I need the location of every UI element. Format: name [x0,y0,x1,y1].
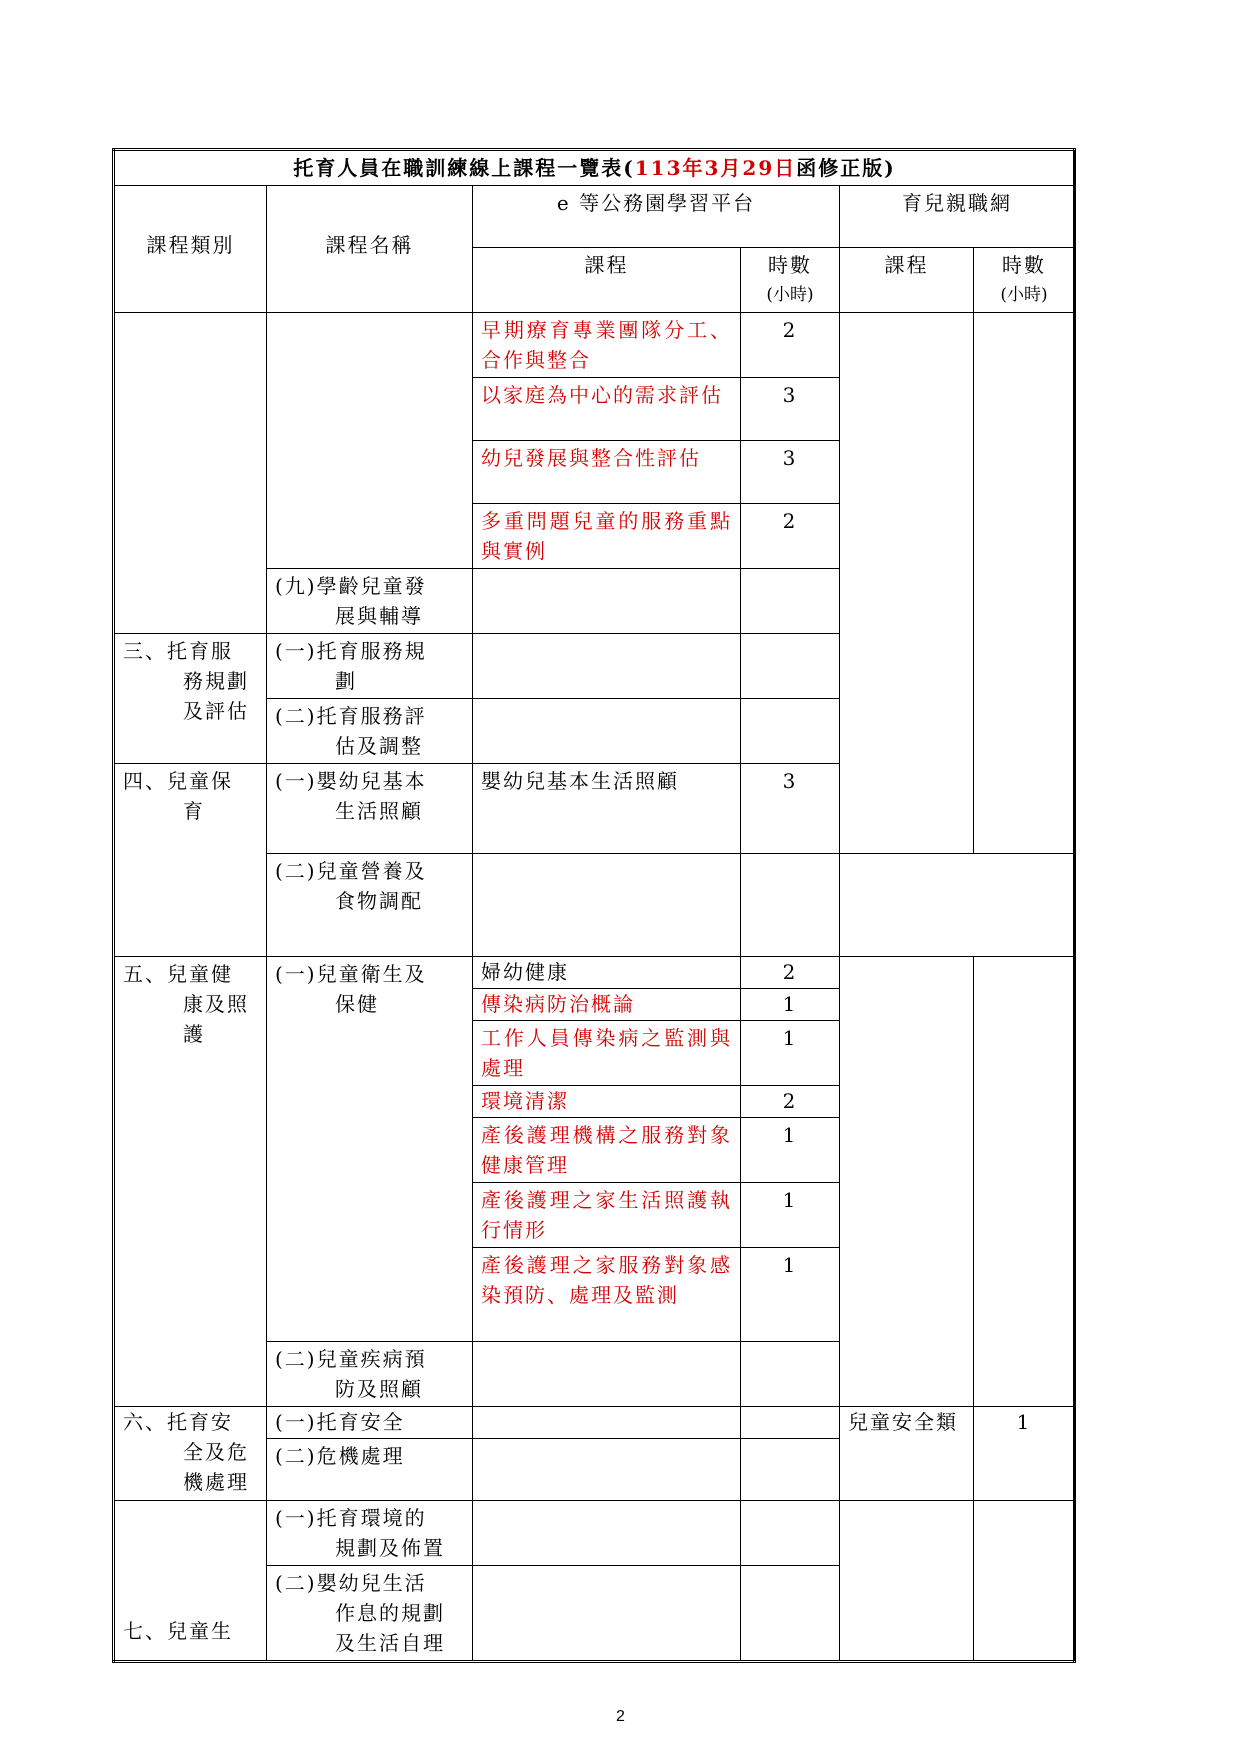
course-name-line: 及生活自理 [335,1631,445,1655]
course-name-cell [267,957,473,1342]
parenting-hours-cell [974,313,1075,854]
course-name-line: (二)兒童營養及 [275,858,427,883]
hours-cell: 2 [741,313,840,378]
category-line: 五、兒童健 [123,962,233,986]
course-name-line: (一)嬰幼兒基本 [275,769,427,793]
course-cell: 嬰幼兒基本生活照顧 [473,764,741,854]
course-cell: 環境清潔 [473,1086,741,1118]
parenting-hours-cell [974,1501,1075,1662]
header-y-hours [974,248,1075,313]
hours-cell-empty [741,569,840,634]
course-cell-empty [473,1439,741,1501]
parenting-course-cell [840,1501,974,1662]
hours-cell-empty [741,853,840,956]
hours-cell: 1 [741,1248,840,1342]
page-number: 2 [616,1708,625,1725]
category-cell-continued [114,313,267,634]
header-e-hours-unit: (小時) [766,285,814,305]
header-platform-parenting: 育兒親職網 [840,186,1075,248]
title-date: 113年3月29日 [634,156,797,180]
title-suffix: 函修正版) [796,156,896,180]
course-cell: 婦幼健康 [473,957,741,989]
course-cell-empty [473,1501,741,1566]
category-line: 及評估 [183,699,249,723]
hours-cell: 1 [741,1118,840,1183]
course-name-continued [267,313,473,569]
header-y-course: 課程 [840,248,974,313]
header-platform-e: e 等公務園學習平台 [473,186,840,248]
header-category: 課程類別 [114,186,267,313]
course-name-line: 食物調配 [335,888,423,913]
course-name-cell [267,634,473,699]
category-cell [114,957,267,1407]
course-name-line: (二)嬰幼兒生活 [275,1571,427,1595]
parenting-course-cell [840,957,974,1407]
title-prefix: 托育人員在職訓練線上課程一覽表( [293,156,635,180]
hours-cell: 2 [741,957,840,989]
course-cell: 以家庭為中心的需求評估 [473,378,741,441]
hours-cell: 2 [741,504,840,569]
category-line: 三、托育服 [123,639,233,663]
course-name-cell [267,764,473,854]
header-e-course: 課程 [473,248,741,313]
category-line: 護 [183,1022,205,1046]
course-cell-empty [473,1342,741,1407]
course-name-line: 展與輔導 [335,604,423,628]
category-line: 全及危 [183,1440,249,1464]
category-cell [114,764,267,957]
header-e-hours [741,248,840,313]
course-name-cell: (一)托育安全 [267,1407,473,1439]
course-cell-empty [473,1407,741,1439]
hours-cell: 3 [741,378,840,441]
course-name-line: (二)兒童疾病預 [275,1347,427,1371]
course-name-line: 防及照顧 [335,1377,423,1401]
hours-cell: 1 [741,989,840,1021]
course-cell: 多重問題兒童的服務重點與實例 [473,504,741,569]
category-line: 育 [183,799,205,823]
hours-cell: 1 [741,1183,840,1248]
course-name-cell [267,1501,473,1566]
hours-cell-empty [741,1439,840,1501]
parenting-hours-cell: 1 [974,1407,1075,1501]
parenting-course-cell: 兒童安全類 [840,1407,974,1501]
course-name-cell [267,699,473,764]
table-title [114,150,1075,186]
hours-cell-empty [741,1342,840,1407]
course-name-line: 作息的規劃 [335,1601,445,1625]
course-name-line: 估及調整 [335,734,423,758]
category-line: 四、兒童保 [123,769,233,793]
hours-cell-empty [741,634,840,699]
course-name-cell [267,853,473,956]
course-cell-empty [473,569,741,634]
category-line: 六、托育安 [123,1410,233,1434]
course-name-cell: (二)危機處理 [267,1439,473,1501]
course-name-line: (二)托育服務評 [275,704,427,728]
parenting-hours-cell [974,957,1075,1407]
course-cell: 傳染病防治概論 [473,989,741,1021]
category-cell [114,634,267,764]
category-line: 機處理 [183,1470,249,1494]
course-cell: 產後護理機構之服務對象健康管理 [473,1118,741,1183]
header-e-hours-label: 時數 [768,253,812,277]
course-cell: 幼兒發展與整合性評估 [473,441,741,504]
course-table [112,148,1076,1663]
hours-cell-empty [741,1566,840,1662]
course-name-cell [267,569,473,634]
course-cell: 工作人員傳染病之監測與處理 [473,1021,741,1086]
course-name-line: (九)學齡兒童發 [275,574,427,598]
hours-cell-empty [741,1407,840,1439]
hours-cell: 1 [741,1021,840,1086]
course-cell-empty [473,634,741,699]
course-cell-empty [473,1566,741,1662]
category-cell: 七、兒童生 [114,1501,267,1662]
course-cell: 早期療育專業團隊分工、合作與整合 [473,313,741,378]
hours-cell: 2 [741,1086,840,1118]
course-name-line: (一)兒童衛生及 [275,962,427,986]
category-line: 康及照 [183,992,249,1016]
course-cell-empty [473,853,741,956]
course-name-line: (一)托育環境的 [275,1506,427,1530]
course-cell: 產後護理之家生活照護執行情形 [473,1183,741,1248]
hours-cell: 3 [741,764,840,854]
header-y-hours-unit: (小時) [1000,285,1048,305]
course-name-line: 生活照顧 [335,799,423,823]
course-name-cell [267,1342,473,1407]
course-name-line: 保健 [335,992,379,1016]
course-cell: 產後護理之家服務對象感染預防、處理及監測 [473,1248,741,1342]
category-cell [114,1407,267,1501]
course-cell-empty [473,699,741,764]
header-y-hours-label: 時數 [1002,253,1046,277]
hours-cell: 3 [741,441,840,504]
course-name-cell [267,1566,473,1662]
hours-cell-empty [741,1501,840,1566]
course-name-line: 規劃及佈置 [335,1536,445,1560]
course-name-line: 劃 [335,669,357,693]
parenting-course-cell [840,313,974,854]
course-name-line: (一)托育服務規 [275,639,427,663]
hours-cell-empty [741,699,840,764]
header-course-name: 課程名稱 [267,186,473,313]
category-line: 務規劃 [183,669,249,693]
